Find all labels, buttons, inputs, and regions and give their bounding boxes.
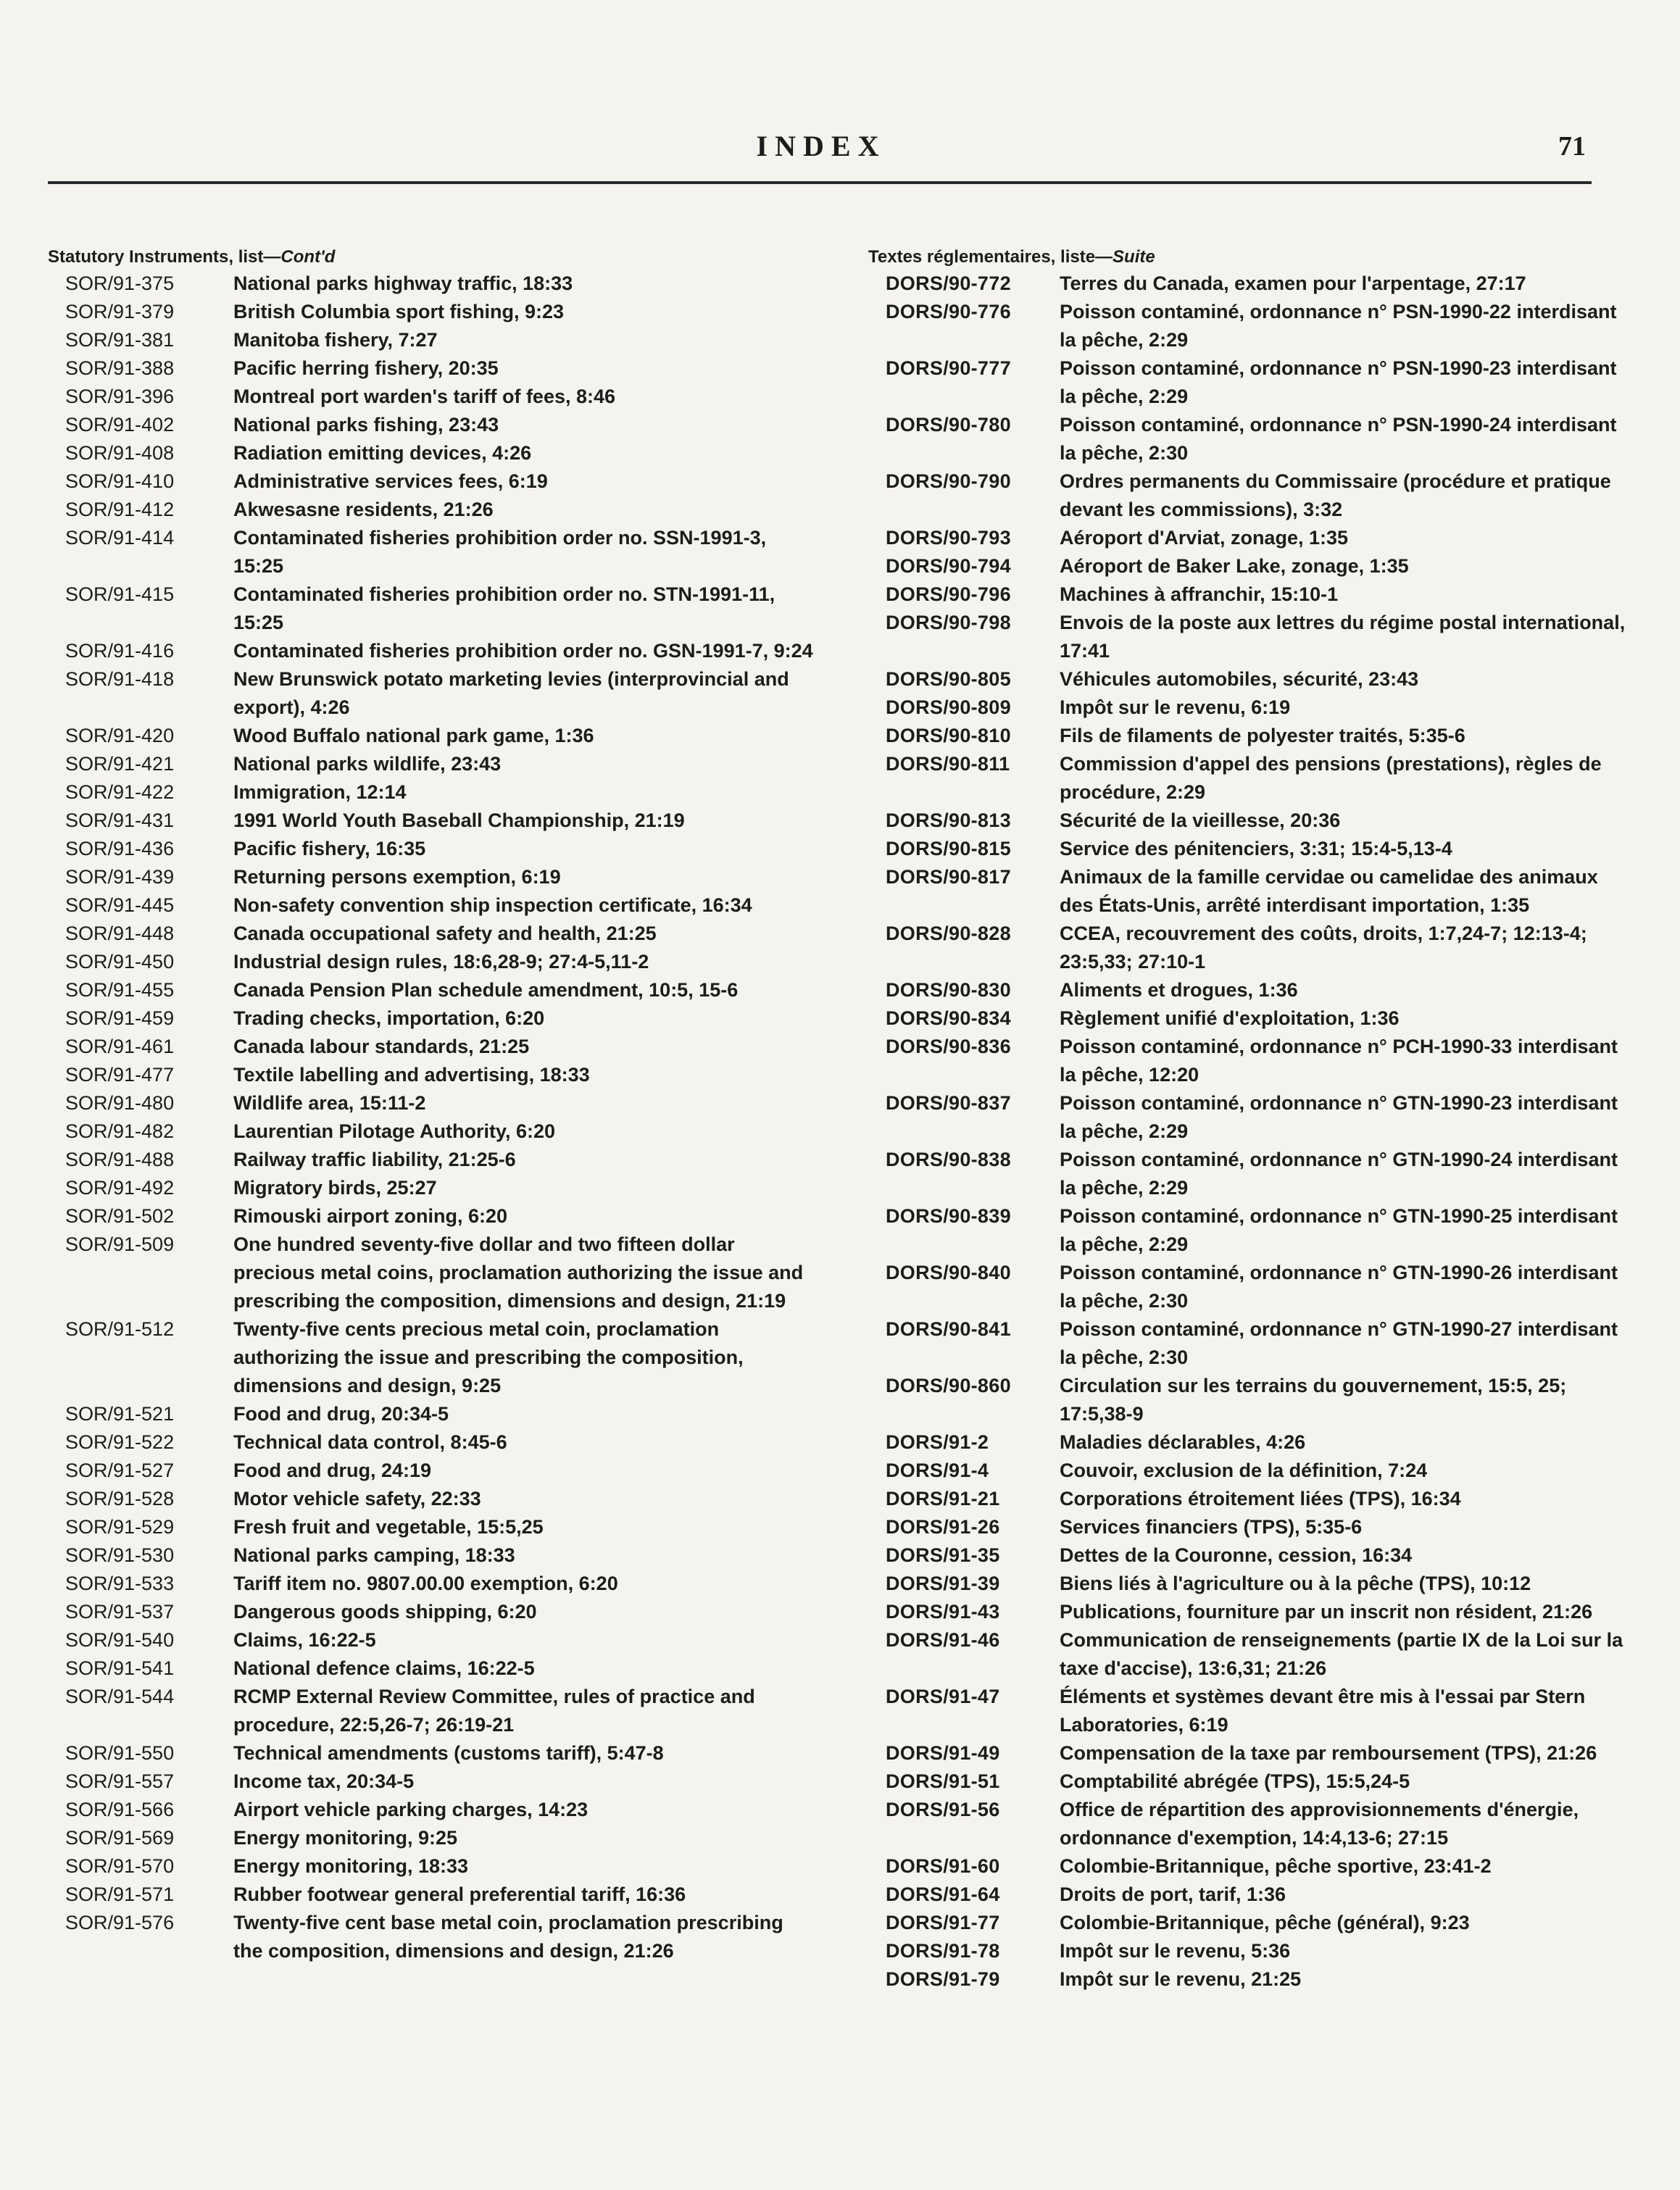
entry-description: Technical amendments (customs tariff), 5:47-8 [233, 1742, 664, 1764]
index-entry [48, 467, 816, 496]
entry-code: SOR/91-436 [65, 838, 175, 859]
entry-code: DORS/90-860 [886, 1375, 1011, 1396]
left-column-heading: Statutory Instruments, list—Cont'd [48, 247, 336, 267]
index-entry [868, 1004, 1637, 1033]
header-rule [48, 181, 1592, 184]
index-entry [48, 411, 816, 439]
entry-code: DORS/90-837 [886, 1092, 1011, 1114]
entry-description: Machines à affranchir, 15:10-1 [1060, 583, 1339, 605]
entry-description: Akwesasne residents, 21:26 [233, 499, 494, 520]
entry-description: Canada Pension Plan schedule amendment, 10:5, 15-6 [233, 979, 739, 1001]
entry-description: Poisson contaminé, ordonnance n° PSN-1990-22 interdisant la pêche, 2:29 [1060, 301, 1617, 351]
entry-description: Comptabilité abrégée (TPS), 15:5,24-5 [1060, 1770, 1410, 1792]
index-entry [48, 326, 816, 354]
entry-code: DORS/91-43 [886, 1601, 1000, 1623]
entry-description: National parks camping, 18:33 [233, 1544, 515, 1566]
entry-description: Contaminated fisheries prohibition order no. GSN-1991-7, 9:24 [233, 640, 813, 662]
entry-code: DORS/90-777 [886, 357, 1011, 379]
entry-description: National parks fishing, 23:43 [233, 414, 499, 436]
entry-description: Biens liés à l'agriculture ou à la pêche (TPS), 10:12 [1060, 1573, 1531, 1594]
entry-description: Envois de la poste aux lettres du régime postal international, 17:41 [1060, 612, 1626, 662]
index-entry [48, 1909, 816, 1965]
index-entry [48, 1852, 816, 1881]
index-entry [48, 1626, 816, 1654]
index-entry [48, 1117, 816, 1146]
entry-code: SOR/91-557 [65, 1770, 175, 1792]
index-entry [48, 1033, 816, 1061]
index-entry [48, 976, 816, 1004]
right-column [868, 245, 1637, 1994]
index-entry [868, 1852, 1637, 1881]
entry-code: SOR/91-488 [65, 1149, 175, 1170]
index-entry [48, 665, 816, 722]
entry-code: DORS/90-836 [886, 1036, 1011, 1057]
entry-code: SOR/91-455 [65, 979, 175, 1001]
index-entry [868, 1146, 1637, 1202]
entry-description: Animaux de la famille cervidae ou camelidae des animaux des États-Unis, arrêté interdisant importation, 1:35 [1060, 866, 1598, 916]
entry-description: Aéroport de Baker Lake, zonage, 1:35 [1060, 555, 1409, 577]
entry-code: SOR/91-396 [65, 386, 175, 407]
index-entry [48, 1513, 816, 1541]
entry-description: Terres du Canada, examen pour l'arpentage, 27:17 [1060, 272, 1526, 294]
index-entry [868, 1796, 1637, 1852]
index-entry [48, 1428, 816, 1457]
entry-code: DORS/90-796 [886, 583, 1011, 605]
entry-code: DORS/91-39 [886, 1573, 1000, 1594]
entry-code: SOR/91-415 [65, 583, 175, 605]
entry-description: Colombie-Britannique, pêche (général), 9:23 [1060, 1912, 1470, 1933]
entry-description: Airport vehicle parking charges, 14:23 [233, 1799, 589, 1820]
index-entry [868, 863, 1637, 920]
page-title: INDEX [756, 130, 886, 162]
entry-code: DORS/90-817 [886, 866, 1011, 888]
entry-description: Service des pénitenciers, 3:31; 15:4-5,13-4 [1060, 838, 1452, 859]
entry-description: CCEA, recouvrement des coûts, droits, 1:7,24-7; 12:13-4; 23:5,33; 27:10-1 [1060, 923, 1587, 973]
entry-description: Règlement unifié d'exploitation, 1:36 [1060, 1007, 1400, 1029]
page-header [49, 129, 1593, 180]
entry-code: DORS/91-4 [886, 1460, 989, 1481]
index-entry [48, 1570, 816, 1598]
entry-description: Office de répartition des approvisionnements d'énergie, ordonnance d'exemption, 14:4,13-6; 27:15 [1060, 1799, 1579, 1849]
index-entry [48, 580, 816, 637]
entry-description: Fresh fruit and vegetable, 15:5,25 [233, 1516, 544, 1538]
entry-code: DORS/90-810 [886, 725, 1011, 746]
right-heading-suffix: Suite [1113, 247, 1155, 267]
entry-code: DORS/91-21 [886, 1488, 1000, 1510]
entry-description: National parks highway traffic, 18:33 [233, 272, 573, 294]
entry-code: DORS/91-77 [886, 1912, 1000, 1933]
entry-code: DORS/90-793 [886, 527, 1011, 549]
index-entry [868, 1202, 1637, 1259]
index-entry [48, 750, 816, 778]
entry-description: Aéroport d'Arviat, zonage, 1:35 [1060, 527, 1348, 549]
entry-description: Radiation emitting devices, 4:26 [233, 442, 532, 464]
entry-code: SOR/91-421 [65, 753, 175, 775]
entry-description: Publications, fourniture par un inscrit non résident, 21:26 [1060, 1601, 1593, 1623]
index-entry [868, 1485, 1637, 1513]
entry-description: Trading checks, importation, 6:20 [233, 1007, 545, 1029]
entry-code: DORS/90-840 [886, 1262, 1011, 1283]
entry-description: Railway traffic liability, 21:25-6 [233, 1149, 516, 1170]
index-entry [868, 1570, 1637, 1598]
entry-code: SOR/91-540 [65, 1629, 175, 1651]
entry-description: Wildlife area, 15:11-2 [233, 1092, 426, 1114]
entry-code: SOR/91-420 [65, 725, 175, 746]
index-entry [868, 1626, 1637, 1683]
index-entry [48, 1598, 816, 1626]
entry-code: SOR/91-482 [65, 1120, 175, 1142]
entry-description: Commission d'appel des pensions (prestations), règles de procédure, 2:29 [1060, 753, 1602, 803]
entry-description: Poisson contaminé, ordonnance n° GTN-1990-27 interdisant la pêche, 2:30 [1060, 1318, 1618, 1368]
entry-code: DORS/91-26 [886, 1516, 1000, 1538]
index-entry [868, 976, 1637, 1004]
index-entry [48, 1654, 816, 1683]
entry-code: SOR/91-529 [65, 1516, 175, 1538]
entry-code: DORS/91-79 [886, 1968, 1000, 1990]
index-entry [48, 383, 816, 411]
index-entry [868, 920, 1637, 976]
entry-code: DORS/91-78 [886, 1940, 1000, 1962]
entry-description: Poisson contaminé, ordonnance n° GTN-1990-23 interdisant la pêche, 2:29 [1060, 1092, 1618, 1142]
entry-description: Technical data control, 8:45-6 [233, 1431, 507, 1453]
index-entry [48, 496, 816, 524]
entry-description: Impôt sur le revenu, 6:19 [1060, 696, 1291, 718]
index-entry [48, 920, 816, 948]
index-entry [868, 524, 1637, 552]
index-entry [868, 1683, 1637, 1739]
entry-code: DORS/91-49 [886, 1742, 1000, 1764]
index-entry [48, 948, 816, 976]
entry-code: DORS/91-2 [886, 1431, 989, 1453]
index-entry [868, 354, 1637, 411]
index-entry [868, 552, 1637, 580]
entry-description: Contaminated fisheries prohibition order no. STN-1991-11, 15:25 [233, 583, 775, 633]
index-entry [48, 1202, 816, 1231]
entry-description: Communication de renseignements (partie IX de la Loi sur la taxe d'accise), 13:6,31; 21:26 [1060, 1629, 1623, 1679]
entry-code: DORS/90-794 [886, 555, 1011, 577]
entry-description: Poisson contaminé, ordonnance n° GTN-1990-25 interdisant la pêche, 2:29 [1060, 1205, 1618, 1255]
entry-code: SOR/91-448 [65, 923, 175, 944]
left-column [48, 245, 816, 1965]
entry-description: Dangerous goods shipping, 6:20 [233, 1601, 537, 1623]
entry-code: DORS/90-815 [886, 838, 1011, 859]
index-entry [48, 1457, 816, 1485]
entry-description: Migratory birds, 25:27 [233, 1177, 437, 1199]
entry-code: SOR/91-375 [65, 272, 175, 294]
entry-description: Rubber footwear general preferential tariff, 16:36 [233, 1883, 686, 1905]
entry-code: DORS/90-828 [886, 923, 1011, 944]
index-entry [48, 1739, 816, 1768]
entry-description: Compensation de la taxe par remboursement (TPS), 21:26 [1060, 1742, 1597, 1764]
index-entry [868, 1768, 1637, 1796]
entry-code: SOR/91-541 [65, 1657, 175, 1679]
index-entry [48, 439, 816, 467]
entry-description: Véhicules automobiles, sécurité, 23:43 [1060, 668, 1419, 690]
entry-description: Poisson contaminé, ordonnance n° GTN-1990-24 interdisant la pêche, 2:29 [1060, 1149, 1618, 1199]
entry-code: SOR/91-410 [65, 470, 175, 492]
entry-description: Food and drug, 20:34-5 [233, 1403, 449, 1425]
entry-description: Colombie-Britannique, pêche sportive, 23:41-2 [1060, 1855, 1492, 1877]
entry-description: Circulation sur les terrains du gouvernement, 15:5, 25; 17:5,38-9 [1060, 1375, 1567, 1425]
index-entry [868, 1259, 1637, 1315]
entry-description: Non-safety convention ship inspection certificate, 16:34 [233, 894, 752, 916]
entry-description: Motor vehicle safety, 22:33 [233, 1488, 481, 1510]
index-entry [48, 1400, 816, 1428]
entry-description: Corporations étroitement liées (TPS), 16:34 [1060, 1488, 1461, 1510]
entry-code: DORS/91-64 [886, 1883, 1000, 1905]
entry-description: Industrial design rules, 18:6,28-9; 27:4-5,11-2 [233, 951, 649, 973]
index-entry [868, 665, 1637, 694]
entry-description: Pacific herring fishery, 20:35 [233, 357, 499, 379]
entry-code: DORS/90-838 [886, 1149, 1011, 1170]
index-entry [48, 863, 816, 891]
left-entry-list [48, 270, 816, 1965]
index-entry [48, 1174, 816, 1202]
entry-description: Maladies déclarables, 4:26 [1060, 1431, 1306, 1453]
entry-description: Canada occupational safety and health, 21:25 [233, 923, 657, 944]
index-entry [868, 1909, 1637, 1937]
right-column-heading: Textes réglementaires, liste—Suite [868, 247, 1155, 267]
entry-code: SOR/91-412 [65, 499, 175, 520]
index-entry [868, 270, 1637, 298]
index-entry [868, 1457, 1637, 1485]
index-entry [868, 1881, 1637, 1909]
entry-code: SOR/91-537 [65, 1601, 175, 1623]
left-heading-suffix: Cont'd [280, 247, 336, 267]
entry-description: Dettes de la Couronne, cession, 16:34 [1060, 1544, 1413, 1566]
entry-description: Poisson contaminé, ordonnance n° PSN-1990-24 interdisant la pêche, 2:30 [1060, 414, 1617, 464]
index-entry [48, 354, 816, 383]
entry-code: DORS/91-46 [886, 1629, 1000, 1651]
entry-description: Energy monitoring, 9:25 [233, 1827, 458, 1849]
entry-description: National defence claims, 16:22-5 [233, 1657, 535, 1679]
right-heading-text: Textes réglementaires, liste [868, 247, 1096, 267]
entry-code: SOR/91-569 [65, 1827, 175, 1849]
index-entry [48, 524, 816, 580]
entry-code: SOR/91-512 [65, 1318, 175, 1340]
entry-description: Twenty-five cents precious metal coin, proclamation authorizing the issue and prescribing the composition, dimensions and design, 9:25 [233, 1318, 744, 1396]
entry-code: SOR/91-422 [65, 781, 175, 803]
index-entry [868, 1739, 1637, 1768]
index-entry [48, 778, 816, 807]
index-entry [48, 1061, 816, 1089]
entry-code: SOR/91-450 [65, 951, 175, 973]
index-entry [868, 750, 1637, 807]
entry-code: DORS/90-809 [886, 696, 1011, 718]
entry-code: DORS/90-776 [886, 301, 1011, 322]
entry-code: SOR/91-533 [65, 1573, 175, 1594]
entry-description: Food and drug, 24:19 [233, 1460, 432, 1481]
entry-code: DORS/90-830 [886, 979, 1011, 1001]
index-entry [48, 1824, 816, 1852]
entry-description: Administrative services fees, 6:19 [233, 470, 548, 492]
entry-description: Canada labour standards, 21:25 [233, 1036, 530, 1057]
entry-code: SOR/91-431 [65, 809, 175, 831]
index-entry [868, 1937, 1637, 1965]
page-number: 71 [1558, 131, 1586, 162]
index-entry [868, 1089, 1637, 1146]
entry-code: DORS/90-772 [886, 272, 1011, 294]
index-entry [48, 1315, 816, 1400]
entry-code: DORS/91-51 [886, 1770, 1000, 1792]
entry-code: SOR/91-576 [65, 1912, 175, 1933]
entry-description: Poisson contaminé, ordonnance n° GTN-1990-26 interdisant la pêche, 2:30 [1060, 1262, 1618, 1312]
index-entry [868, 1965, 1637, 1994]
index-entry [48, 1683, 816, 1739]
entry-description: Contaminated fisheries prohibition order no. SSN-1991-3, 15:25 [233, 527, 767, 577]
entry-code: DORS/90-841 [886, 1318, 1011, 1340]
entry-description: Fils de filaments de polyester traités, 5:35-6 [1060, 725, 1465, 746]
entry-code: SOR/91-388 [65, 357, 175, 379]
entry-description: Income tax, 20:34-5 [233, 1770, 415, 1792]
entry-code: DORS/90-813 [886, 809, 1011, 831]
index-entry [48, 891, 816, 920]
entry-description: Impôt sur le revenu, 21:25 [1060, 1968, 1302, 1990]
right-entry-list [868, 270, 1637, 1994]
entry-code: DORS/90-811 [886, 753, 1010, 775]
index-entry [868, 1372, 1637, 1428]
entry-code: DORS/90-805 [886, 668, 1011, 690]
entry-description: Claims, 16:22-5 [233, 1629, 376, 1651]
entry-description: RCMP External Review Committee, rules of practice and procedure, 22:5,26-7; 26:19-21 [233, 1686, 755, 1736]
index-entry [868, 580, 1637, 609]
entry-code: DORS/91-56 [886, 1799, 1000, 1820]
entry-code: DORS/91-47 [886, 1686, 1000, 1707]
index-entry [868, 467, 1637, 524]
index-entry [868, 1513, 1637, 1541]
index-entry [48, 1881, 816, 1909]
entry-code: SOR/91-502 [65, 1205, 175, 1227]
left-heading-text: Statutory Instruments, list [48, 247, 264, 267]
index-entry [48, 835, 816, 863]
index-entry [48, 270, 816, 298]
entry-code: SOR/91-544 [65, 1686, 175, 1707]
entry-description: Pacific fishery, 16:35 [233, 838, 426, 859]
entry-description: Poisson contaminé, ordonnance n° PCH-1990-33 interdisant la pêche, 12:20 [1060, 1036, 1618, 1086]
index-entry [868, 1315, 1637, 1372]
entry-description: Twenty-five cent base metal coin, proclamation prescribing the composition, dimensions and design, 21:26 [233, 1912, 783, 1962]
entry-code: SOR/91-522 [65, 1431, 175, 1453]
index-entry [868, 694, 1637, 722]
entry-code: SOR/91-414 [65, 527, 175, 549]
entry-description: British Columbia sport fishing, 9:23 [233, 301, 565, 322]
entry-code: DORS/90-839 [886, 1205, 1011, 1227]
entry-code: SOR/91-416 [65, 640, 175, 662]
entry-description: One hundred seventy-five dollar and two fifteen dollar precious metal coins, proclamation authorizing the issue and prescribing the composition, dimensions and design, 21:19 [233, 1233, 804, 1312]
index-entry [48, 1485, 816, 1513]
entry-code: SOR/91-566 [65, 1799, 175, 1820]
entry-code: SOR/91-527 [65, 1460, 175, 1481]
index-entry [868, 807, 1637, 835]
entry-description: Rimouski airport zoning, 6:20 [233, 1205, 508, 1227]
index-entry [48, 1768, 816, 1796]
index-entry [48, 1089, 816, 1117]
index-entry [868, 1428, 1637, 1457]
entry-description: Textile labelling and advertising, 18:33 [233, 1064, 590, 1086]
entry-code: DORS/90-798 [886, 612, 1011, 633]
entry-code: SOR/91-530 [65, 1544, 175, 1566]
entry-description: Montreal port warden's tariff of fees, 8:46 [233, 386, 616, 407]
entry-description: Services financiers (TPS), 5:35-6 [1060, 1516, 1363, 1538]
index-entry [48, 807, 816, 835]
entry-code: SOR/91-459 [65, 1007, 175, 1029]
index-entry [48, 1146, 816, 1174]
entry-code: SOR/91-408 [65, 442, 175, 464]
index-entry [48, 1796, 816, 1824]
index-entry [48, 637, 816, 665]
index-entry [868, 835, 1637, 863]
index-entry [868, 609, 1637, 665]
entry-description: Couvoir, exclusion de la définition, 7:24 [1060, 1460, 1428, 1481]
entry-description: Manitoba fishery, 7:27 [233, 329, 438, 351]
entry-description: Sécurité de la vieillesse, 20:36 [1060, 809, 1341, 831]
entry-code: DORS/90-780 [886, 414, 1011, 436]
entry-description: Energy monitoring, 18:33 [233, 1855, 469, 1877]
entry-description: Ordres permanents du Commissaire (procédure et pratique devant les commissions), 3:32 [1060, 470, 1611, 520]
entry-code: DORS/90-834 [886, 1007, 1011, 1029]
index-entry [868, 722, 1637, 750]
entry-code: SOR/91-381 [65, 329, 175, 351]
entry-code: SOR/91-509 [65, 1233, 175, 1255]
index-entry [48, 1004, 816, 1033]
entry-code: SOR/91-550 [65, 1742, 175, 1764]
entry-code: SOR/91-445 [65, 894, 175, 916]
index-entry [48, 298, 816, 326]
entry-code: SOR/91-461 [65, 1036, 175, 1057]
entry-code: SOR/91-528 [65, 1488, 175, 1510]
entry-description: Immigration, 12:14 [233, 781, 407, 803]
entry-code: SOR/91-521 [65, 1403, 175, 1425]
entry-code: SOR/91-480 [65, 1092, 175, 1114]
entry-code: SOR/91-439 [65, 866, 175, 888]
entry-description: Aliments et drogues, 1:36 [1060, 979, 1298, 1001]
index-entry [48, 722, 816, 750]
entry-code: DORS/91-35 [886, 1544, 1000, 1566]
entry-description: New Brunswick potato marketing levies (interprovincial and export), 4:26 [233, 668, 789, 718]
index-entry [868, 411, 1637, 467]
entry-code: SOR/91-477 [65, 1064, 175, 1086]
index-entry [868, 1033, 1637, 1089]
entry-description: Éléments et systèmes devant être mis à l'essai par Stern Laboratories, 6:19 [1060, 1686, 1586, 1736]
entry-code: SOR/91-571 [65, 1883, 175, 1905]
index-entry [868, 298, 1637, 354]
entry-description: Laurentian Pilotage Authority, 6:20 [233, 1120, 556, 1142]
entry-description: Returning persons exemption, 6:19 [233, 866, 561, 888]
entry-code: SOR/91-570 [65, 1855, 175, 1877]
index-entry [868, 1598, 1637, 1626]
index-entry [48, 1231, 816, 1315]
entry-description: National parks wildlife, 23:43 [233, 753, 502, 775]
entry-code: DORS/91-60 [886, 1855, 1000, 1877]
entry-description: Impôt sur le revenu, 5:36 [1060, 1940, 1291, 1962]
entry-description: Droits de port, tarif, 1:36 [1060, 1883, 1286, 1905]
entry-code: SOR/91-492 [65, 1177, 175, 1199]
index-entry [868, 1541, 1637, 1570]
entry-code: SOR/91-402 [65, 414, 175, 436]
entry-description: Wood Buffalo national park game, 1:36 [233, 725, 594, 746]
entry-description: 1991 World Youth Baseball Championship, 21:19 [233, 809, 685, 831]
entry-description: Tariff item no. 9807.00.00 exemption, 6:20 [233, 1573, 618, 1594]
entry-code: SOR/91-418 [65, 668, 175, 690]
entry-code: SOR/91-379 [65, 301, 175, 322]
entry-code: DORS/90-790 [886, 470, 1011, 492]
entry-description: Poisson contaminé, ordonnance n° PSN-1990-23 interdisant la pêche, 2:29 [1060, 357, 1617, 407]
index-entry [48, 1541, 816, 1570]
